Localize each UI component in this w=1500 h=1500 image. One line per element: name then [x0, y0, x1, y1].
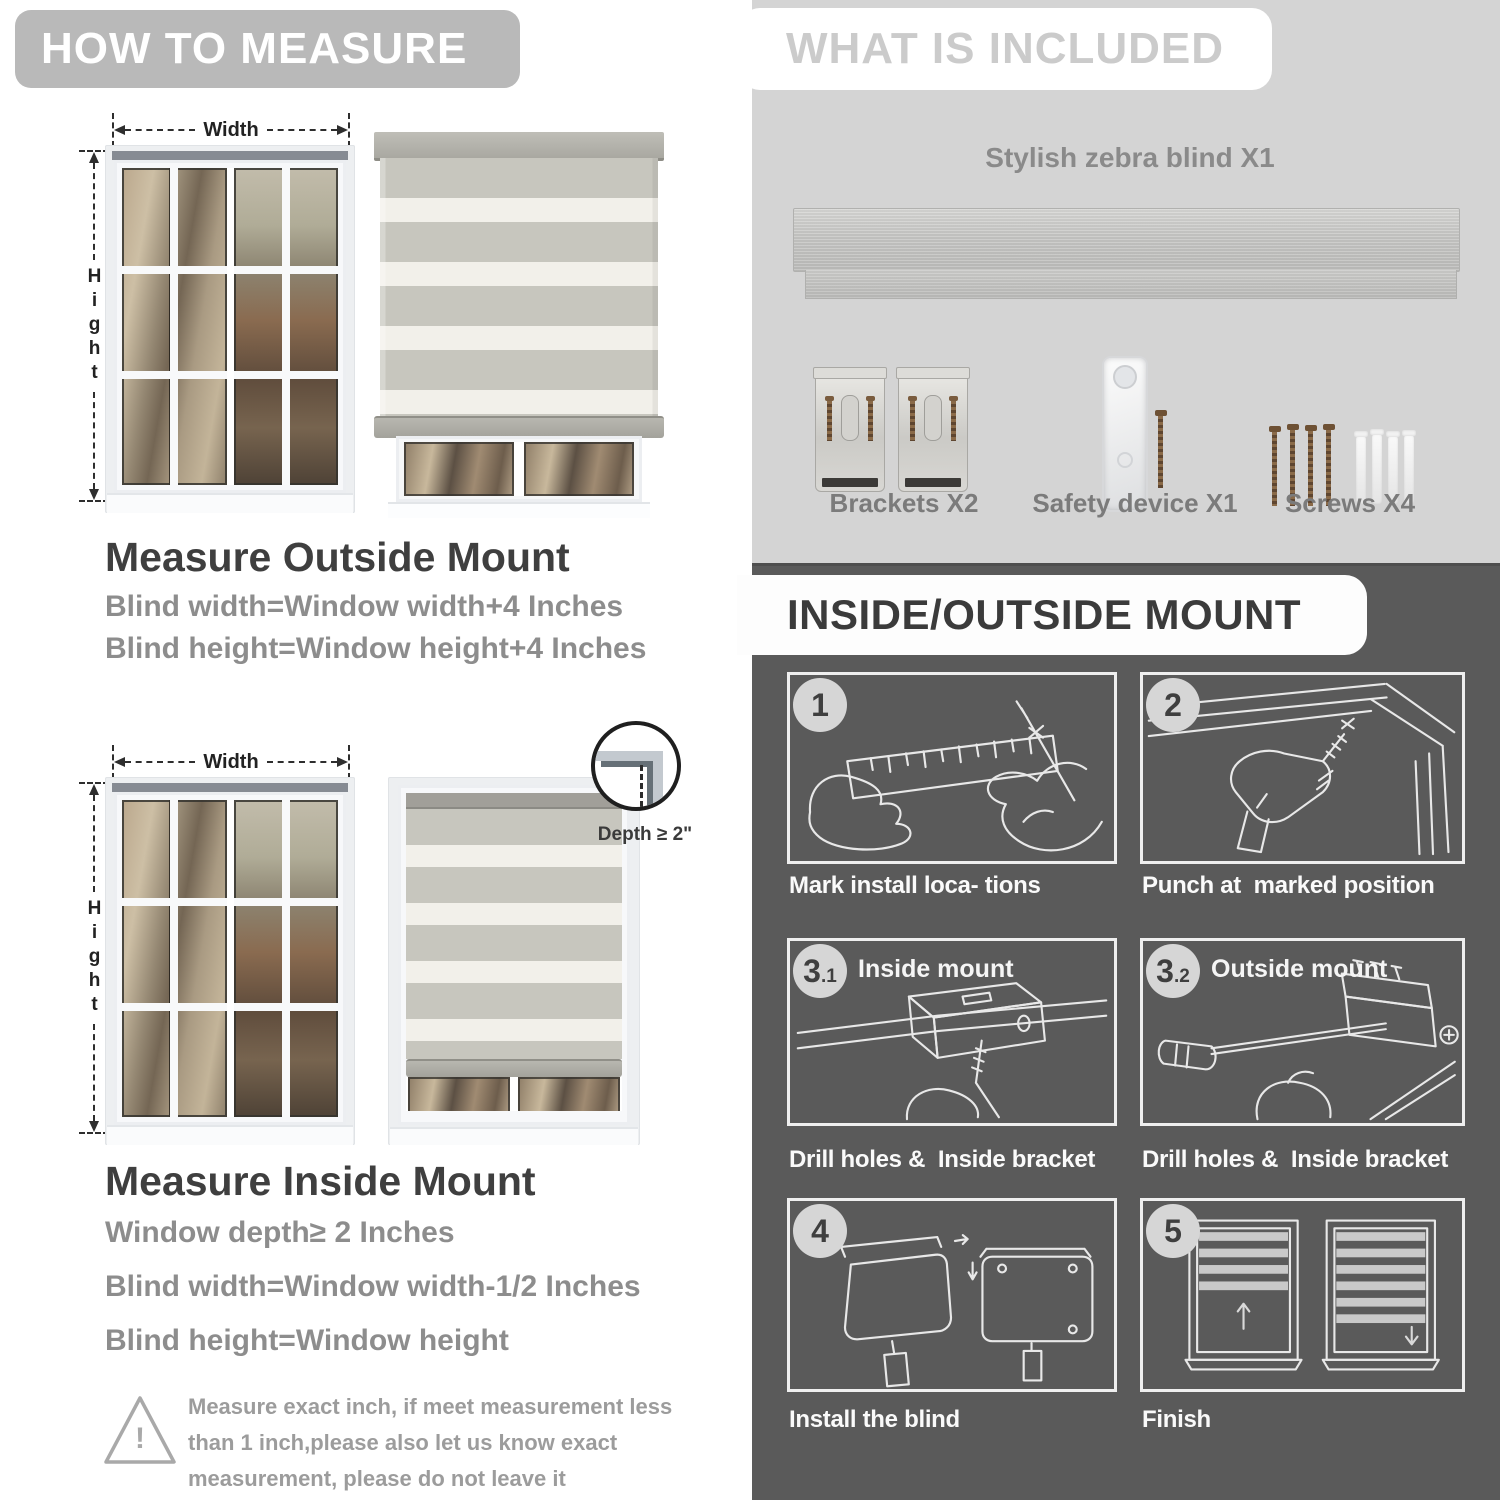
step-panel-3-2	[1140, 938, 1465, 1126]
magnifier-circle-icon	[591, 721, 681, 811]
blind-bottom-rail	[406, 1059, 622, 1077]
step3-2-caption: Drill holes & Inside bracket	[1142, 1146, 1449, 1173]
step-number-badge: 3 .2	[1146, 944, 1200, 998]
inside-outside-mount-header: INSIDE/OUTSIDE MOUNT	[737, 575, 1367, 655]
inside-mount-title: Measure Inside Mount	[105, 1158, 536, 1204]
warning-triangle-icon	[100, 1392, 180, 1468]
step-number-badge: 1	[793, 678, 847, 732]
step1-caption: Mark install loca- tions	[789, 872, 1041, 899]
arrow-down-icon	[89, 489, 99, 500]
window-sash-right	[234, 168, 339, 485]
step-panel-3-1	[787, 938, 1117, 1126]
step-panel-5	[1140, 1198, 1465, 1392]
step2-caption: Punch at marked position	[1142, 872, 1435, 899]
arrow-down-icon	[89, 1121, 99, 1132]
product-label: Stylish zebra blind X1	[985, 142, 1275, 173]
step-number-badge: 4	[793, 1204, 847, 1258]
window-illustration-outside	[105, 145, 355, 513]
inside-spec-line: Window depth≥ 2 Inches	[105, 1216, 455, 1249]
arrow-left-icon	[114, 757, 125, 767]
window-sill	[390, 1127, 638, 1145]
window-illustration-inside	[105, 777, 355, 1145]
step-number-badge: 3 .1	[793, 944, 847, 998]
arrow-right-icon	[337, 125, 348, 135]
step5-caption: Finish	[1142, 1406, 1211, 1433]
warning-text-line: than 1 inch,please also let us know exact	[188, 1430, 618, 1455]
screw-item	[1272, 432, 1277, 506]
zebra-blind-headrail-product	[793, 208, 1460, 272]
blind-headrail	[374, 132, 664, 161]
step3-1-caption: Drill holes & Inside bracket	[789, 1146, 1096, 1173]
arrow-left-icon	[114, 125, 125, 135]
window-lintel	[112, 151, 348, 160]
what-is-included-header: WHAT IS INCLUDED	[740, 8, 1272, 90]
step-inner-label: Outside mount	[1211, 955, 1388, 983]
outside-mount-title: Measure Outside Mount	[105, 534, 570, 580]
item-label-safety-device: Safety device X1	[1032, 488, 1238, 518]
blind-fabric-stripes	[406, 809, 622, 1059]
bracket-item	[815, 372, 885, 492]
depth-requirement-note: Depth ≥ 2"	[597, 824, 693, 845]
window-sill	[388, 502, 650, 518]
blind-headrail	[406, 793, 622, 809]
window-sill	[107, 493, 353, 513]
height-label: Hight	[84, 266, 105, 386]
width-dimension-outside	[112, 112, 350, 148]
step4-caption: Install the blind	[789, 1406, 960, 1433]
outside-spec-line: Blind width=Window width+4 Inches	[105, 590, 624, 623]
warning-text-line: Measure exact inch, if meet measurement less	[188, 1394, 673, 1419]
exclamation-mark: !	[135, 1422, 145, 1455]
window-sash-left	[122, 168, 227, 485]
arrow-up-icon	[89, 784, 99, 795]
step-panel-1	[787, 672, 1117, 864]
step-number-badge: 2	[1146, 678, 1200, 732]
outside-spec-line: Blind height=Window height+4 Inches	[105, 632, 647, 665]
warning-text-line: measurement, please do not leave it	[188, 1466, 566, 1491]
bracket-item	[898, 372, 968, 492]
inside-spec-line: Blind width=Window width-1/2 Inches	[105, 1270, 641, 1303]
inside-spec-line: Blind height=Window height	[105, 1324, 509, 1357]
width-dimension-inside	[112, 744, 350, 780]
zebra-blind-headrail-lip	[805, 270, 1457, 299]
zebra-blind-outside-mount	[374, 132, 664, 516]
blind-fabric-stripes	[380, 158, 658, 416]
how-to-measure-header: HOW TO MEASURE	[15, 10, 520, 88]
step-panel-2	[1140, 672, 1465, 864]
arrow-up-icon	[89, 152, 99, 163]
width-label: Width	[203, 750, 259, 773]
step-inner-label: Inside mount	[858, 955, 1014, 983]
window-peek	[406, 1077, 622, 1111]
arrow-right-icon	[337, 757, 348, 767]
window-peek	[396, 436, 642, 502]
step-number-badge: 5	[1146, 1204, 1200, 1258]
item-label-screws: Screws X4	[1284, 488, 1416, 518]
item-label-brackets: Brackets X2	[829, 488, 979, 518]
screw-item	[1158, 416, 1163, 488]
width-label: Width	[203, 118, 259, 141]
height-label: Hight	[84, 898, 105, 1018]
blind-bottom-rail	[374, 416, 664, 438]
step-panel-4	[787, 1198, 1117, 1392]
dimension-tick	[348, 113, 350, 147]
